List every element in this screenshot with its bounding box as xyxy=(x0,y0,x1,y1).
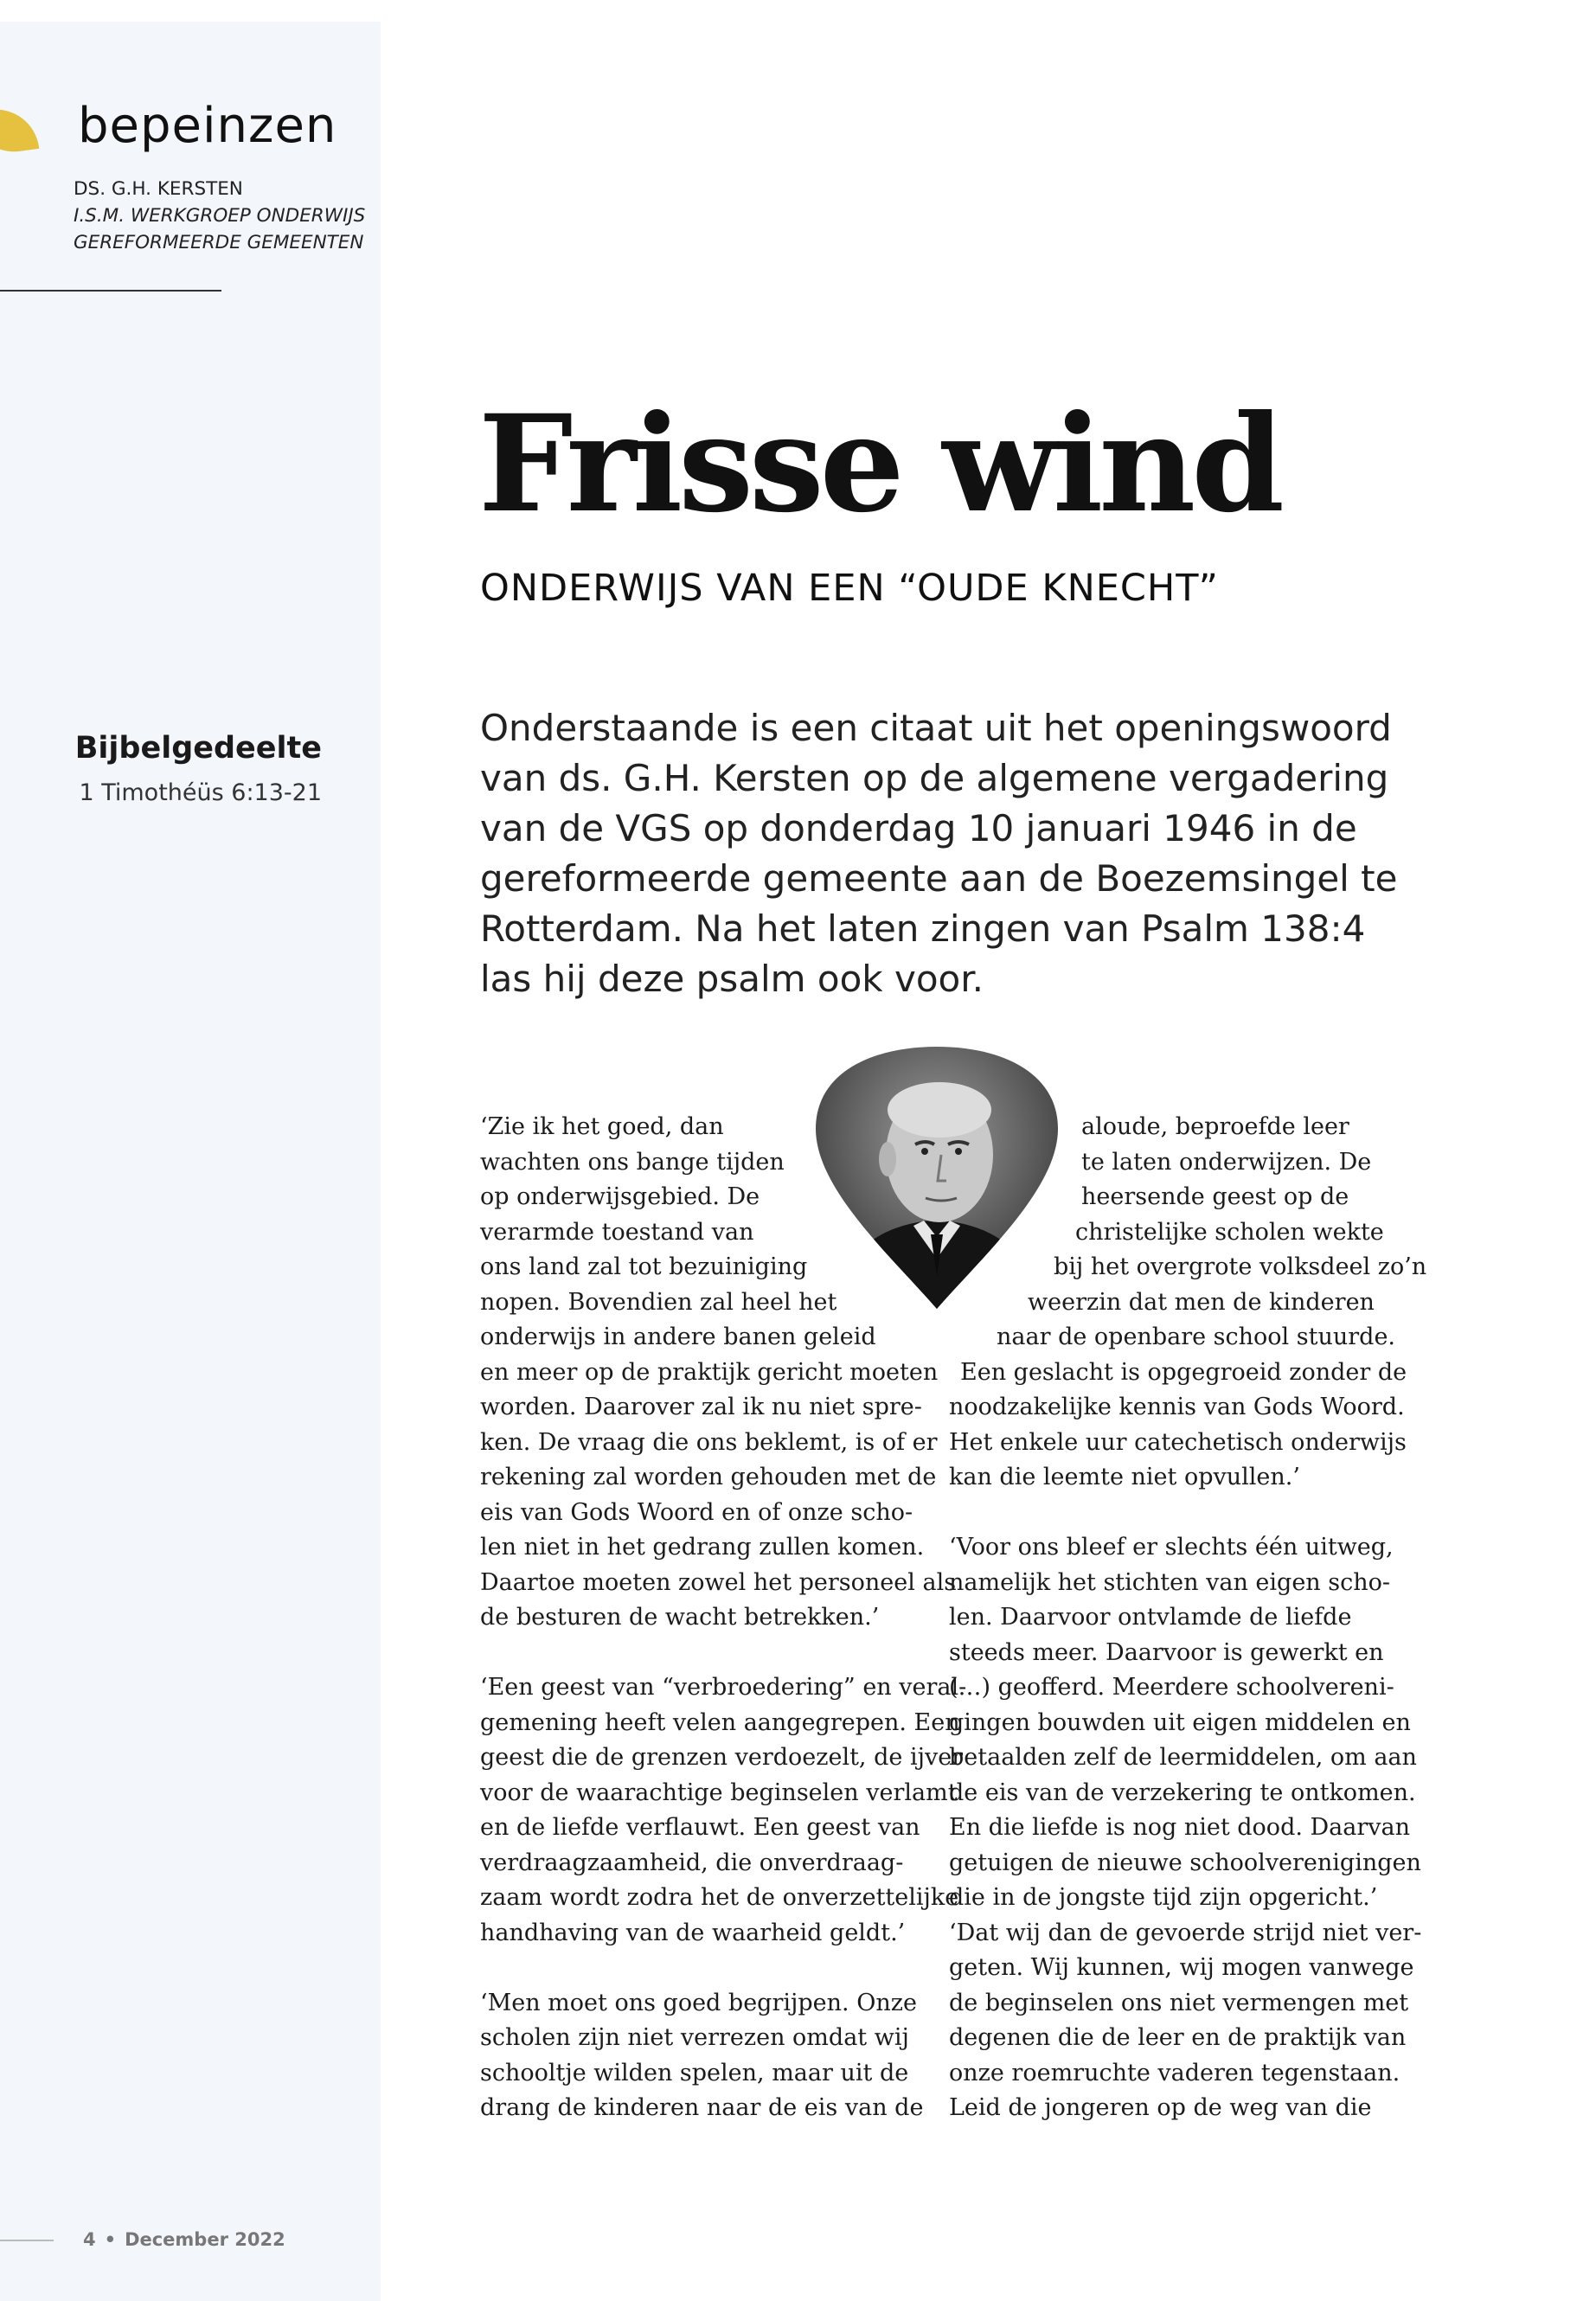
text-line: ‘Men moet ons goed begrijpen. Onze xyxy=(480,1989,917,2016)
text-line: drang de kinderen naar de eis van de xyxy=(480,2094,924,2121)
page-footer xyxy=(0,2229,285,2250)
text-line: de beginselen ons niet vermengen met xyxy=(949,1989,1409,2016)
text-line: christelijke scholen wekte xyxy=(1075,1218,1384,1246)
collaboration-line-2: GEREFORMEERDE GEMEENTEN xyxy=(74,232,364,253)
page-number: 4 xyxy=(83,2229,96,2250)
text-line: zaam wordt zodra het de onverzettelijke xyxy=(480,1884,959,1911)
intro-line: las hij deze psalm ook voor. xyxy=(480,958,984,1000)
text-line: onze roemruchte vaderen tegenstaan. xyxy=(949,2059,1401,2086)
author: DS. G.H. KERSTEN xyxy=(74,178,243,200)
text-line: verarmde toestand van xyxy=(480,1218,754,1246)
text-line: naar de openbare school stuurde. xyxy=(997,1324,1396,1350)
divider xyxy=(0,290,221,292)
text-line: (…) geofferd. Meerdere schoolvereni- xyxy=(949,1674,1394,1701)
footer-line xyxy=(0,2240,54,2241)
text-line: ons land zal tot bezuiniging xyxy=(480,1253,808,1280)
bible-reference-label: Bijbelgedeelte xyxy=(74,731,322,766)
text-line: geten. Wij kunnen, wij mogen vanwege xyxy=(949,1954,1414,1981)
text-line: gingen bouwden uit eigen middelen en xyxy=(949,1708,1411,1736)
text-line: de eis van de verzekering te ontkomen. xyxy=(949,1779,1416,1806)
text-line: verdraagzaamheid, die onverdraag- xyxy=(480,1849,904,1876)
byline xyxy=(74,176,365,256)
text-line: weerzin dat men de kinderen xyxy=(1028,1288,1375,1316)
text-line: Een geslacht is opgegroeid zonder de xyxy=(960,1358,1407,1386)
text-line: voor de waarachtige beginselen verlamt xyxy=(480,1779,958,1806)
article-subtitle: ONDERWIJS VAN EEN “OUDE KNECHT” xyxy=(480,567,1219,610)
text-line: betaalden zelf de leermiddelen, om aan xyxy=(949,1744,1417,1771)
section-name: bepeinzen xyxy=(78,98,337,154)
text-line: eis van Gods Woord en of onze scho- xyxy=(480,1498,913,1526)
text-line: aloude, beproefde leer xyxy=(1081,1113,1349,1140)
intro-paragraph xyxy=(480,703,1398,1004)
text-line: heersende geest op de xyxy=(1081,1183,1349,1210)
text-line: noodzakelijke kennis van Gods Woord. xyxy=(949,1394,1405,1420)
text-line: ‘Voor ons bleef er slechts één uitweg, xyxy=(949,1534,1394,1561)
text-line: len. Daarvoor ontvlamde de liefde xyxy=(949,1604,1352,1631)
text-line: en de liefde verflauwt. Een geest van xyxy=(480,1814,920,1841)
text-line: onderwijs in andere banen geleid xyxy=(480,1324,876,1350)
text-line: len niet in het gedrang zullen komen. xyxy=(480,1534,925,1561)
text-line: namelijk het stichten van eigen scho- xyxy=(949,1568,1391,1596)
leaf-icon xyxy=(0,104,39,157)
text-line: geest die de grenzen verdoezelt, de ijver xyxy=(480,1744,964,1771)
text-line: en meer op de praktijk gericht moeten xyxy=(480,1358,939,1386)
text-line: Leid de jongeren op de weg van die xyxy=(949,2094,1372,2121)
paragraph-gap xyxy=(949,1496,1426,1531)
text-line: nopen. Bovendien zal heel het xyxy=(480,1288,837,1316)
article-title: Frisse wind xyxy=(478,386,1280,542)
intro-line: van ds. G.H. Kersten op de algemene vergadering xyxy=(480,757,1389,799)
text-line: wachten ons bange tijden xyxy=(480,1148,785,1176)
text-line: getuigen de nieuwe schoolverenigingen xyxy=(949,1849,1421,1876)
text-line: rekening zal worden gehouden met de xyxy=(480,1464,937,1490)
text-line: handhaving van de waarheid geldt.’ xyxy=(480,1919,906,1946)
bible-reference: 1 Timothéüs 6:13-21 xyxy=(79,779,322,806)
article-column-right xyxy=(0,1110,1426,2126)
text-line: schooltje wilden spelen, maar uit de xyxy=(480,2059,909,2086)
intro-line: Onderstaande is een citaat uit het openingswoord xyxy=(480,707,1392,749)
intro-line: Rotterdam. Na het laten zingen van Psalm 138:4 xyxy=(480,907,1366,950)
text-line: scholen zijn niet verrezen omdat wij xyxy=(480,2024,909,2051)
intro-line: van de VGS op donderdag 10 januari 1946 in de xyxy=(480,807,1357,849)
text-line: degenen die de leer en de praktijk van xyxy=(949,2024,1407,2051)
text-line: ‘Een geest van “verbroedering” en veral- xyxy=(480,1674,967,1701)
text-line: ‘Dat wij dan de gevoerde strijd niet ver- xyxy=(949,1919,1422,1946)
text-line: Het enkele uur catechetisch onderwijs xyxy=(949,1428,1407,1456)
text-line: kan die leemte niet opvullen.’ xyxy=(949,1464,1300,1490)
text-line: gemening heeft velen aangegrepen. Een xyxy=(480,1708,960,1736)
text-line: bij het overgrote volksdeel zo’n xyxy=(1054,1253,1427,1280)
text-line: En die liefde is nog niet dood. Daarvan xyxy=(949,1814,1410,1841)
text-line: worden. Daarover zal ik nu niet spre- xyxy=(480,1394,922,1420)
intro-line: gereformeerde gemeente aan de Boezemsingel te xyxy=(480,857,1398,900)
text-line: te laten onderwijzen. De xyxy=(1081,1148,1372,1176)
text-line: steeds meer. Daarvoor is gewerkt en xyxy=(949,1638,1384,1666)
text-line: Daartoe moeten zowel het personeel als xyxy=(480,1568,957,1596)
text-line: ‘Zie ik het goed, dan xyxy=(480,1113,724,1140)
collaboration-line-1: I.S.M. WERKGROEP ONDERWIJS xyxy=(74,205,366,227)
footer-separator: • xyxy=(104,2229,117,2250)
issue-date: December 2022 xyxy=(125,2229,285,2250)
text-line: ken. De vraag die ons beklemt, is of er xyxy=(480,1428,938,1456)
text-line: op onderwijsgebied. De xyxy=(480,1183,760,1210)
text-line: de besturen de wacht betrekken.’ xyxy=(480,1604,880,1631)
text-line: die in de jongste tijd zijn opgericht.’ xyxy=(949,1884,1378,1911)
